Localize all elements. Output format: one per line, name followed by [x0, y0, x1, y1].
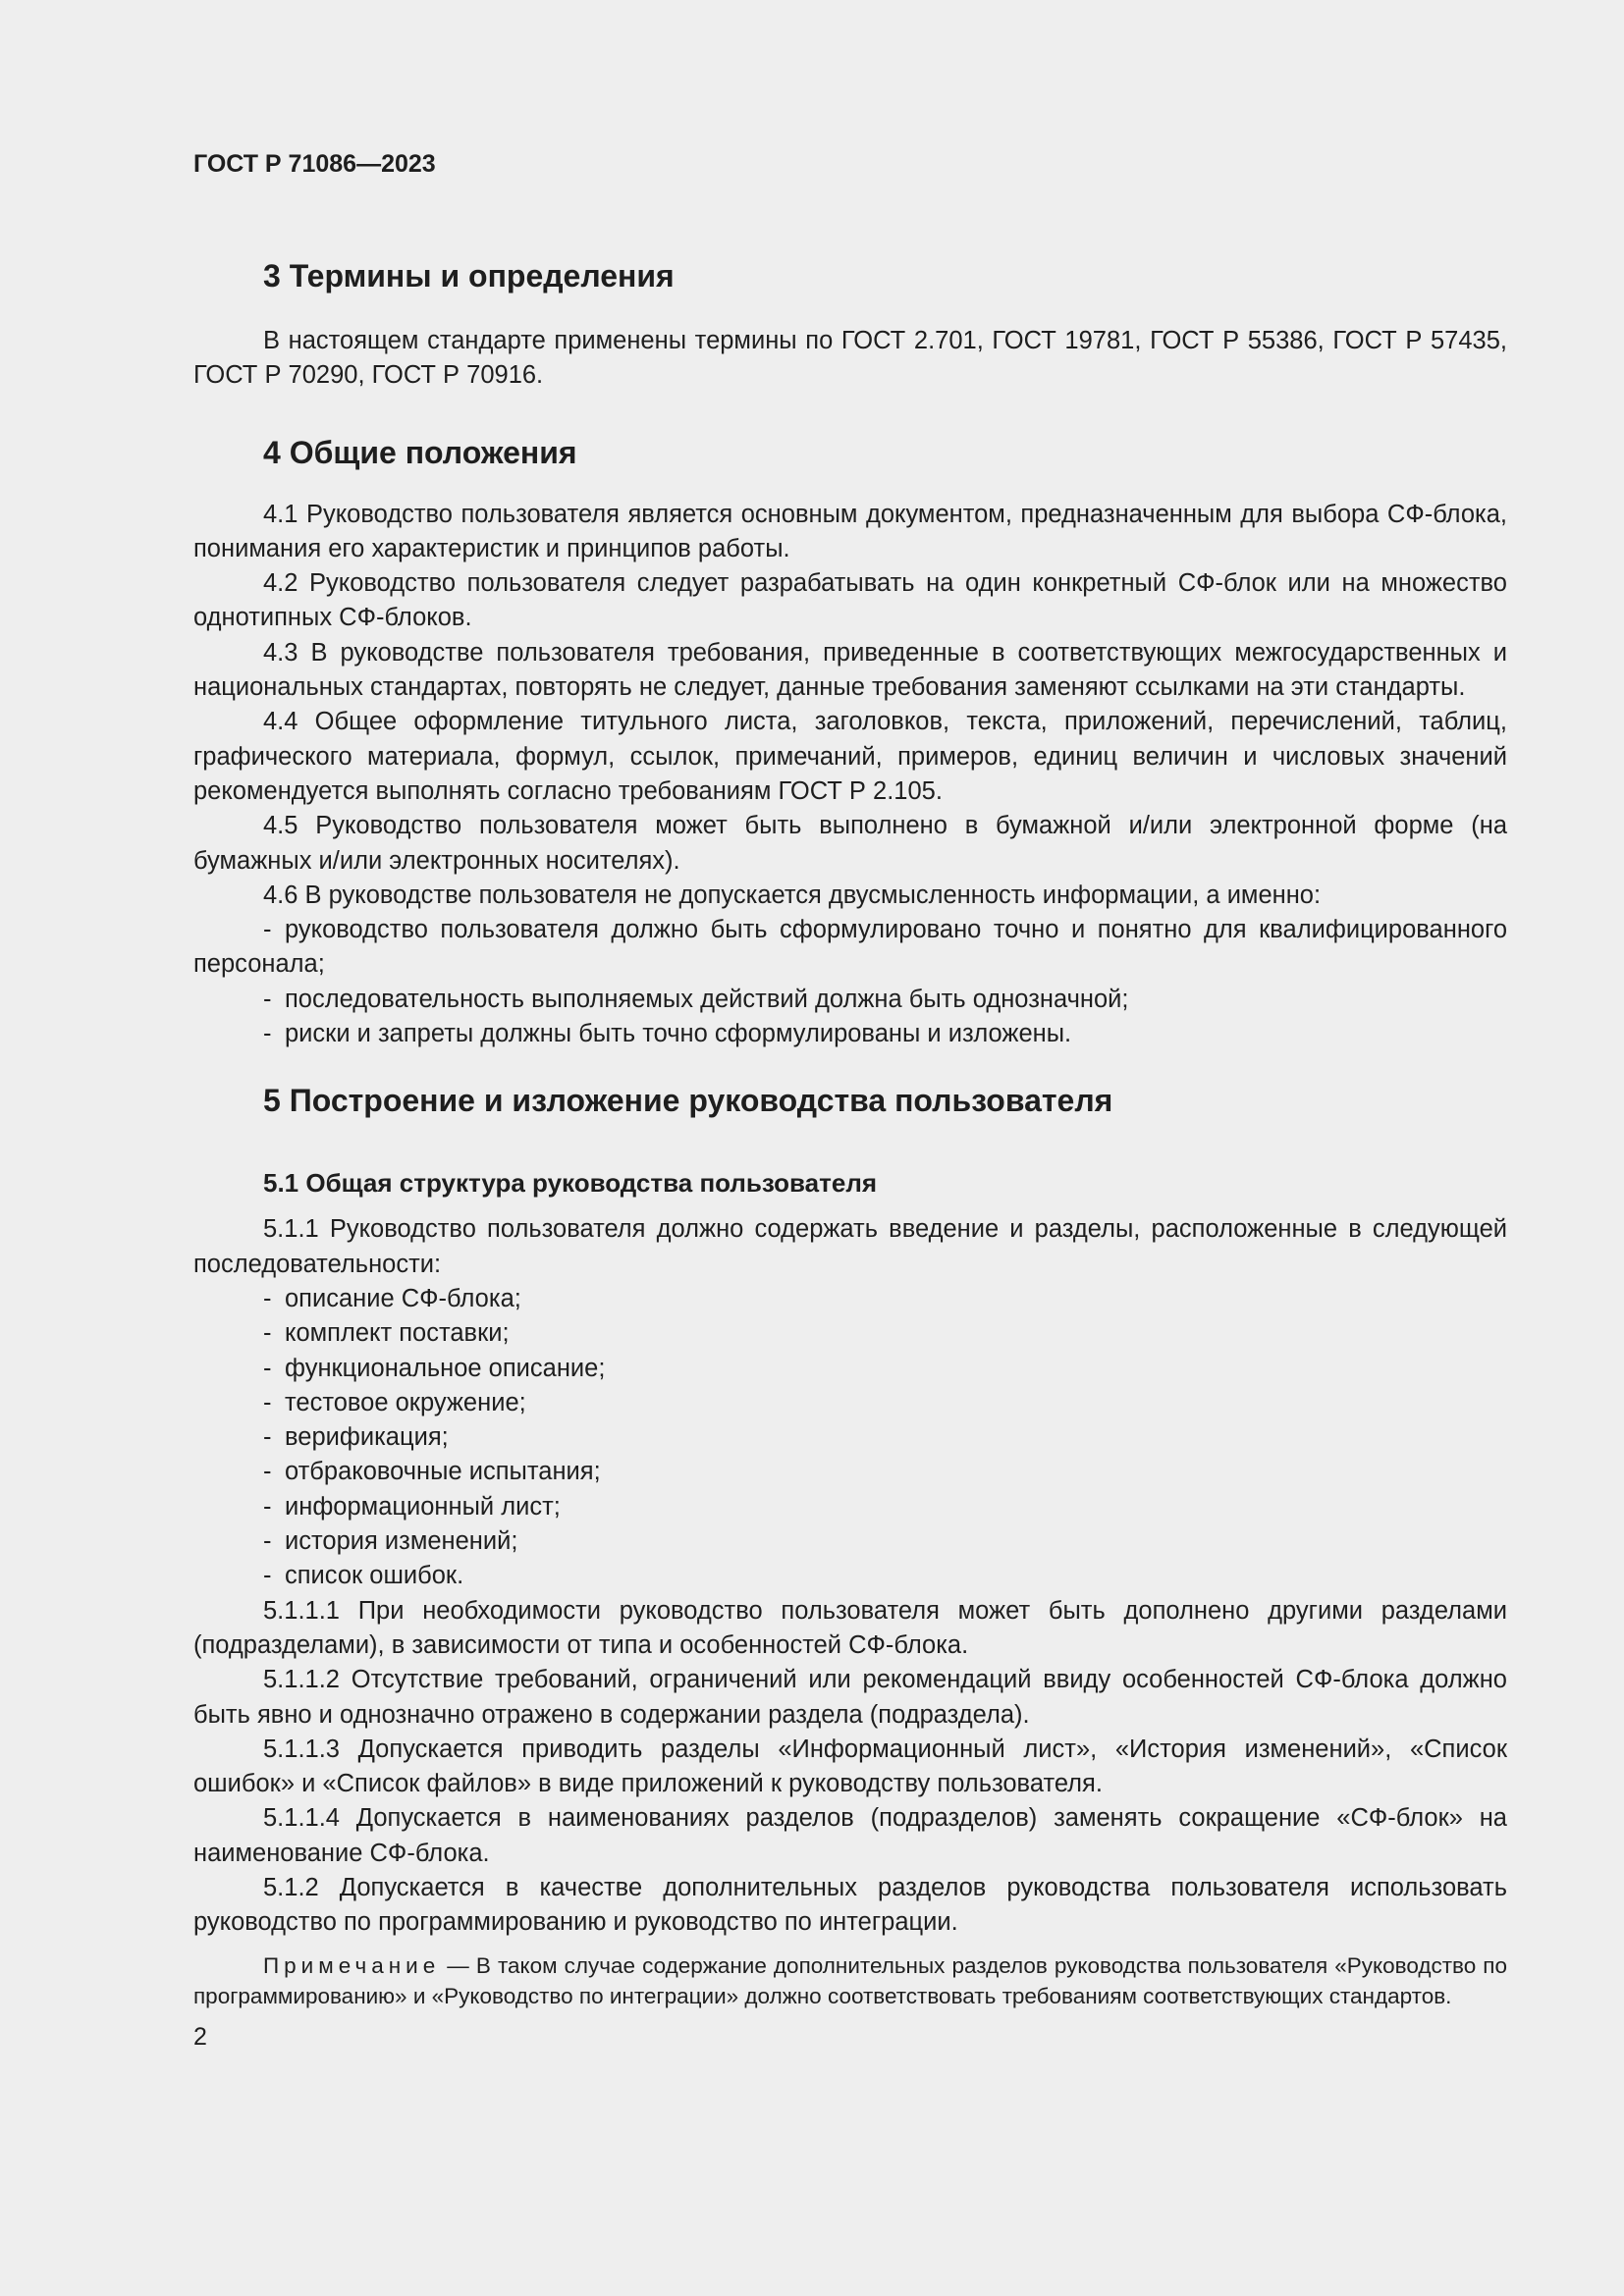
list-marker: - [263, 1527, 272, 1556]
list-item-text: информационный лист; [285, 1492, 561, 1521]
paragraph-4-1: 4.1 Руководство пользователя является основным документом, предназначенным для выбора СФ-блока, понимания его характеристик и принципов работы. [193, 500, 1507, 562]
document-page [193, 147, 1507, 2054]
list-item-text: описание СФ-блока; [285, 1284, 521, 1312]
list-item [193, 983, 1507, 1017]
list-marker: - [263, 916, 272, 944]
document-header: ГОСТ Р 71086—2023 [193, 150, 436, 178]
note [193, 1950, 1507, 2011]
list-item [193, 1386, 1507, 1420]
list-item-text: верификация; [285, 1423, 449, 1452]
list-marker: - [263, 1319, 272, 1348]
list-item-text: тестовое окружение; [285, 1388, 526, 1416]
list-marker: - [263, 1020, 272, 1048]
list-item [193, 1316, 1507, 1351]
section-4-body [193, 498, 1507, 1052]
list-item-text: список ошибок. [285, 1562, 464, 1590]
list-item-text: руководство пользователя должно быть сформулировано точно и понятно для квалифицированного персонала; [193, 916, 1507, 979]
list-marker: - [263, 1562, 272, 1590]
note-text: — В таком случае содержание дополнительных разделов руководства пользователя «Руководство по программированию» и «Руководство по интеграции» должно соответствовать требованиям соответствующих стандартов. [193, 1952, 1507, 2008]
paragraph-5-1-1-3: 5.1.1.3 Допускается приводить разделы «Информационный лист», «История изменений», «Список ошибок» и «Список файлов» в виде приложений к руководству пользователя. [193, 1735, 1507, 1798]
paragraph-4-2: 4.2 Руководство пользователя следует разрабатывать на один конкретный СФ-блок или на множество однотипных СФ-блоков. [193, 569, 1507, 632]
list-item-text: комплект поставки; [285, 1319, 510, 1348]
section-5-title: 5 Построение и изложение руководства пользователя [263, 1083, 1113, 1119]
list-item-text: риски и запреты должны быть точно сформулированы и изложены. [285, 1020, 1072, 1048]
list-item [193, 1017, 1507, 1051]
list-item [193, 1455, 1507, 1489]
section-5-body [193, 1212, 1507, 2010]
list-item-text: история изменений; [285, 1527, 518, 1556]
paragraph-4-5: 4.5 Руководство пользователя может быть выполнено в бумажной и/или электронной форме (на бумажных и/или электронных носителях). [193, 812, 1507, 875]
list-marker: - [263, 1423, 272, 1452]
list-item [193, 1352, 1507, 1386]
paragraph-5-1-1: 5.1.1 Руководство пользователя должно содержать введение и разделы, расположенные в следующей последовательности: [193, 1215, 1507, 1278]
section-4-title: 4 Общие положения [263, 434, 577, 470]
list-item [193, 913, 1507, 983]
list-marker: - [263, 1284, 272, 1312]
list-marker: - [263, 985, 272, 1013]
paragraph-5-1-1-2: 5.1.1.2 Отсутствие требований, ограничений или рекомендаций ввиду особенностей СФ-блока должно быть явно и однозначно отражено в содержании раздела (подраздела). [193, 1666, 1507, 1729]
paragraph-4-6: 4.6 В руководстве пользователя не допускается двусмысленность информации, а именно: [263, 881, 1322, 909]
list-item [193, 1420, 1507, 1455]
section-3-title: 3 Термины и определения [263, 258, 675, 294]
section-3-paragraph: В настоящем стандарте применены термины по ГОСТ 2.701, ГОСТ 19781, ГОСТ Р 55386, ГОСТ Р 57435, ГОСТ Р 70290, ГОСТ Р 70916. [193, 327, 1507, 390]
list-item [193, 1490, 1507, 1524]
list-item [193, 1524, 1507, 1559]
page-number: 2 [193, 2022, 207, 2051]
paragraph-4-4: 4.4 Общее оформление титульного листа, заголовков, текста, приложений, перечислений, таблиц, графического материала, формул, ссылок, примечаний, примеров, единиц величин и числовых значений рекомендуется выполнять согласно требованиям ГОСТ Р 2.105. [193, 708, 1507, 805]
subsection-5-1-title: 5.1 Общая структура руководства пользователя [263, 1168, 878, 1199]
list-item [193, 1559, 1507, 1593]
paragraph-5-1-1-4: 5.1.1.4 Допускается в наименованиях разделов (подразделов) заменять сокращение «СФ-блок» на наименование СФ-блока. [193, 1804, 1507, 1867]
list-item-text: функциональное описание; [285, 1354, 606, 1382]
paragraph-4-3: 4.3 В руководстве пользователя требования, приведенные в соответствующих межгосударственных и национальных стандартах, повторять не следует, данные требования заменяют ссылками на эти стандарты. [193, 638, 1507, 702]
list-item-text: последовательность выполняемых действий должна быть однозначной; [285, 985, 1129, 1013]
note-label: Примечание [263, 1952, 441, 1978]
list-marker: - [263, 1354, 272, 1382]
list-item-text: отбраковочные испытания; [285, 1458, 601, 1486]
list-marker: - [263, 1388, 272, 1416]
list-item [193, 1282, 1507, 1316]
paragraph-5-1-1-1: 5.1.1.1 При необходимости руководство пользователя может быть дополнено другими разделами (подразделами), в зависимости от типа и особенностей СФ-блока. [193, 1596, 1507, 1659]
paragraph-5-1-2: 5.1.2 Допускается в качестве дополнительных разделов руководства пользователя использовать руководство по программированию и руководство по интеграции. [193, 1873, 1507, 1937]
list-marker: - [263, 1458, 272, 1486]
section-3-body [193, 324, 1507, 394]
list-marker: - [263, 1492, 272, 1521]
